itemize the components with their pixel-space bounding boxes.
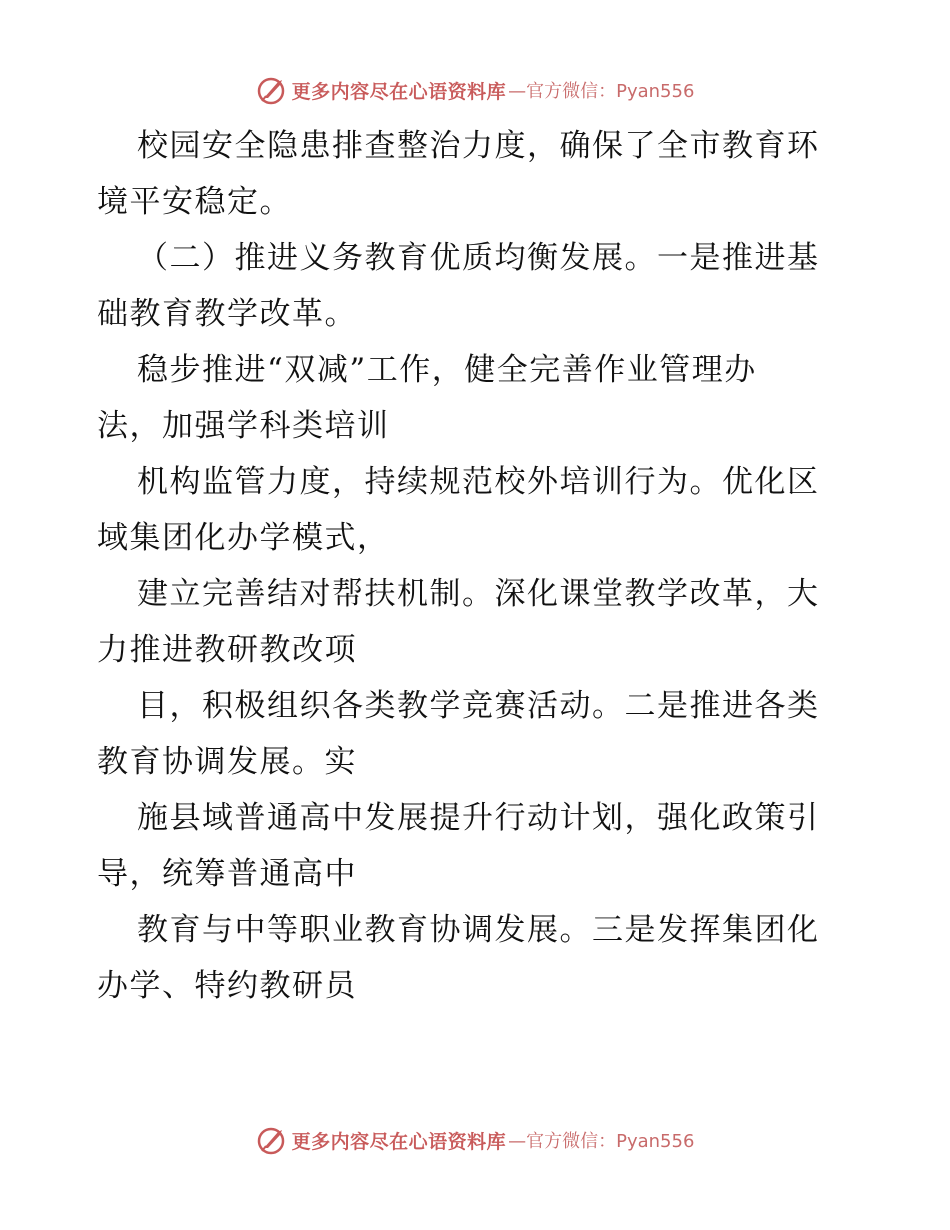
paragraph-line: 教育协调发展。实	[97, 744, 357, 780]
paragraph-line: 稳步推进“双减”工作，健全完善作业管理办	[137, 352, 757, 388]
paragraph-line: （二）推进义务教育优质均衡发展。一是推进基	[137, 240, 820, 276]
paragraph-line: 办学、特约教研员	[97, 968, 357, 1004]
paragraph-line: 境平安稳定。	[97, 184, 292, 220]
watermark-text: 更多内容尽在心语资料库	[291, 1130, 507, 1153]
paragraph-line: 校园安全隐患排查整治力度，确保了全市教育环	[137, 128, 820, 164]
header-watermark	[0, 70, 950, 110]
footer-watermark	[0, 1120, 950, 1160]
paragraph-line: 础教育教学改革。	[97, 296, 357, 332]
paragraph-line: 建立完善结对帮扶机制。深化课堂教学改革，大	[137, 576, 820, 612]
quill-logo-icon	[256, 74, 288, 106]
paragraph-line: 力推进教研教改项	[97, 632, 357, 668]
paragraph-line: 导，统筹普通高中	[97, 856, 357, 892]
paragraph-line: 目，积极组织各类教学竞赛活动。二是推进各类	[137, 688, 820, 724]
paragraph-line: 教育与中等职业教育协调发展。三是发挥集团化	[137, 912, 820, 948]
wechat-id: —官方微信：Pyan556	[508, 1131, 695, 1152]
document-body	[97, 118, 857, 1014]
paragraph-line: 机构监管力度，持续规范校外培训行为。优化区	[137, 464, 820, 500]
paragraph-line: 施县域普通高中发展提升行动计划，强化政策引	[137, 800, 820, 836]
watermark-text: 更多内容尽在心语资料库	[291, 80, 507, 103]
wechat-id: —官方微信：Pyan556	[508, 81, 695, 102]
paragraph-line: 域集团化办学模式，	[97, 520, 390, 556]
quill-logo-icon	[256, 1124, 288, 1156]
paragraph-line: 法，加强学科类培训	[97, 408, 390, 444]
